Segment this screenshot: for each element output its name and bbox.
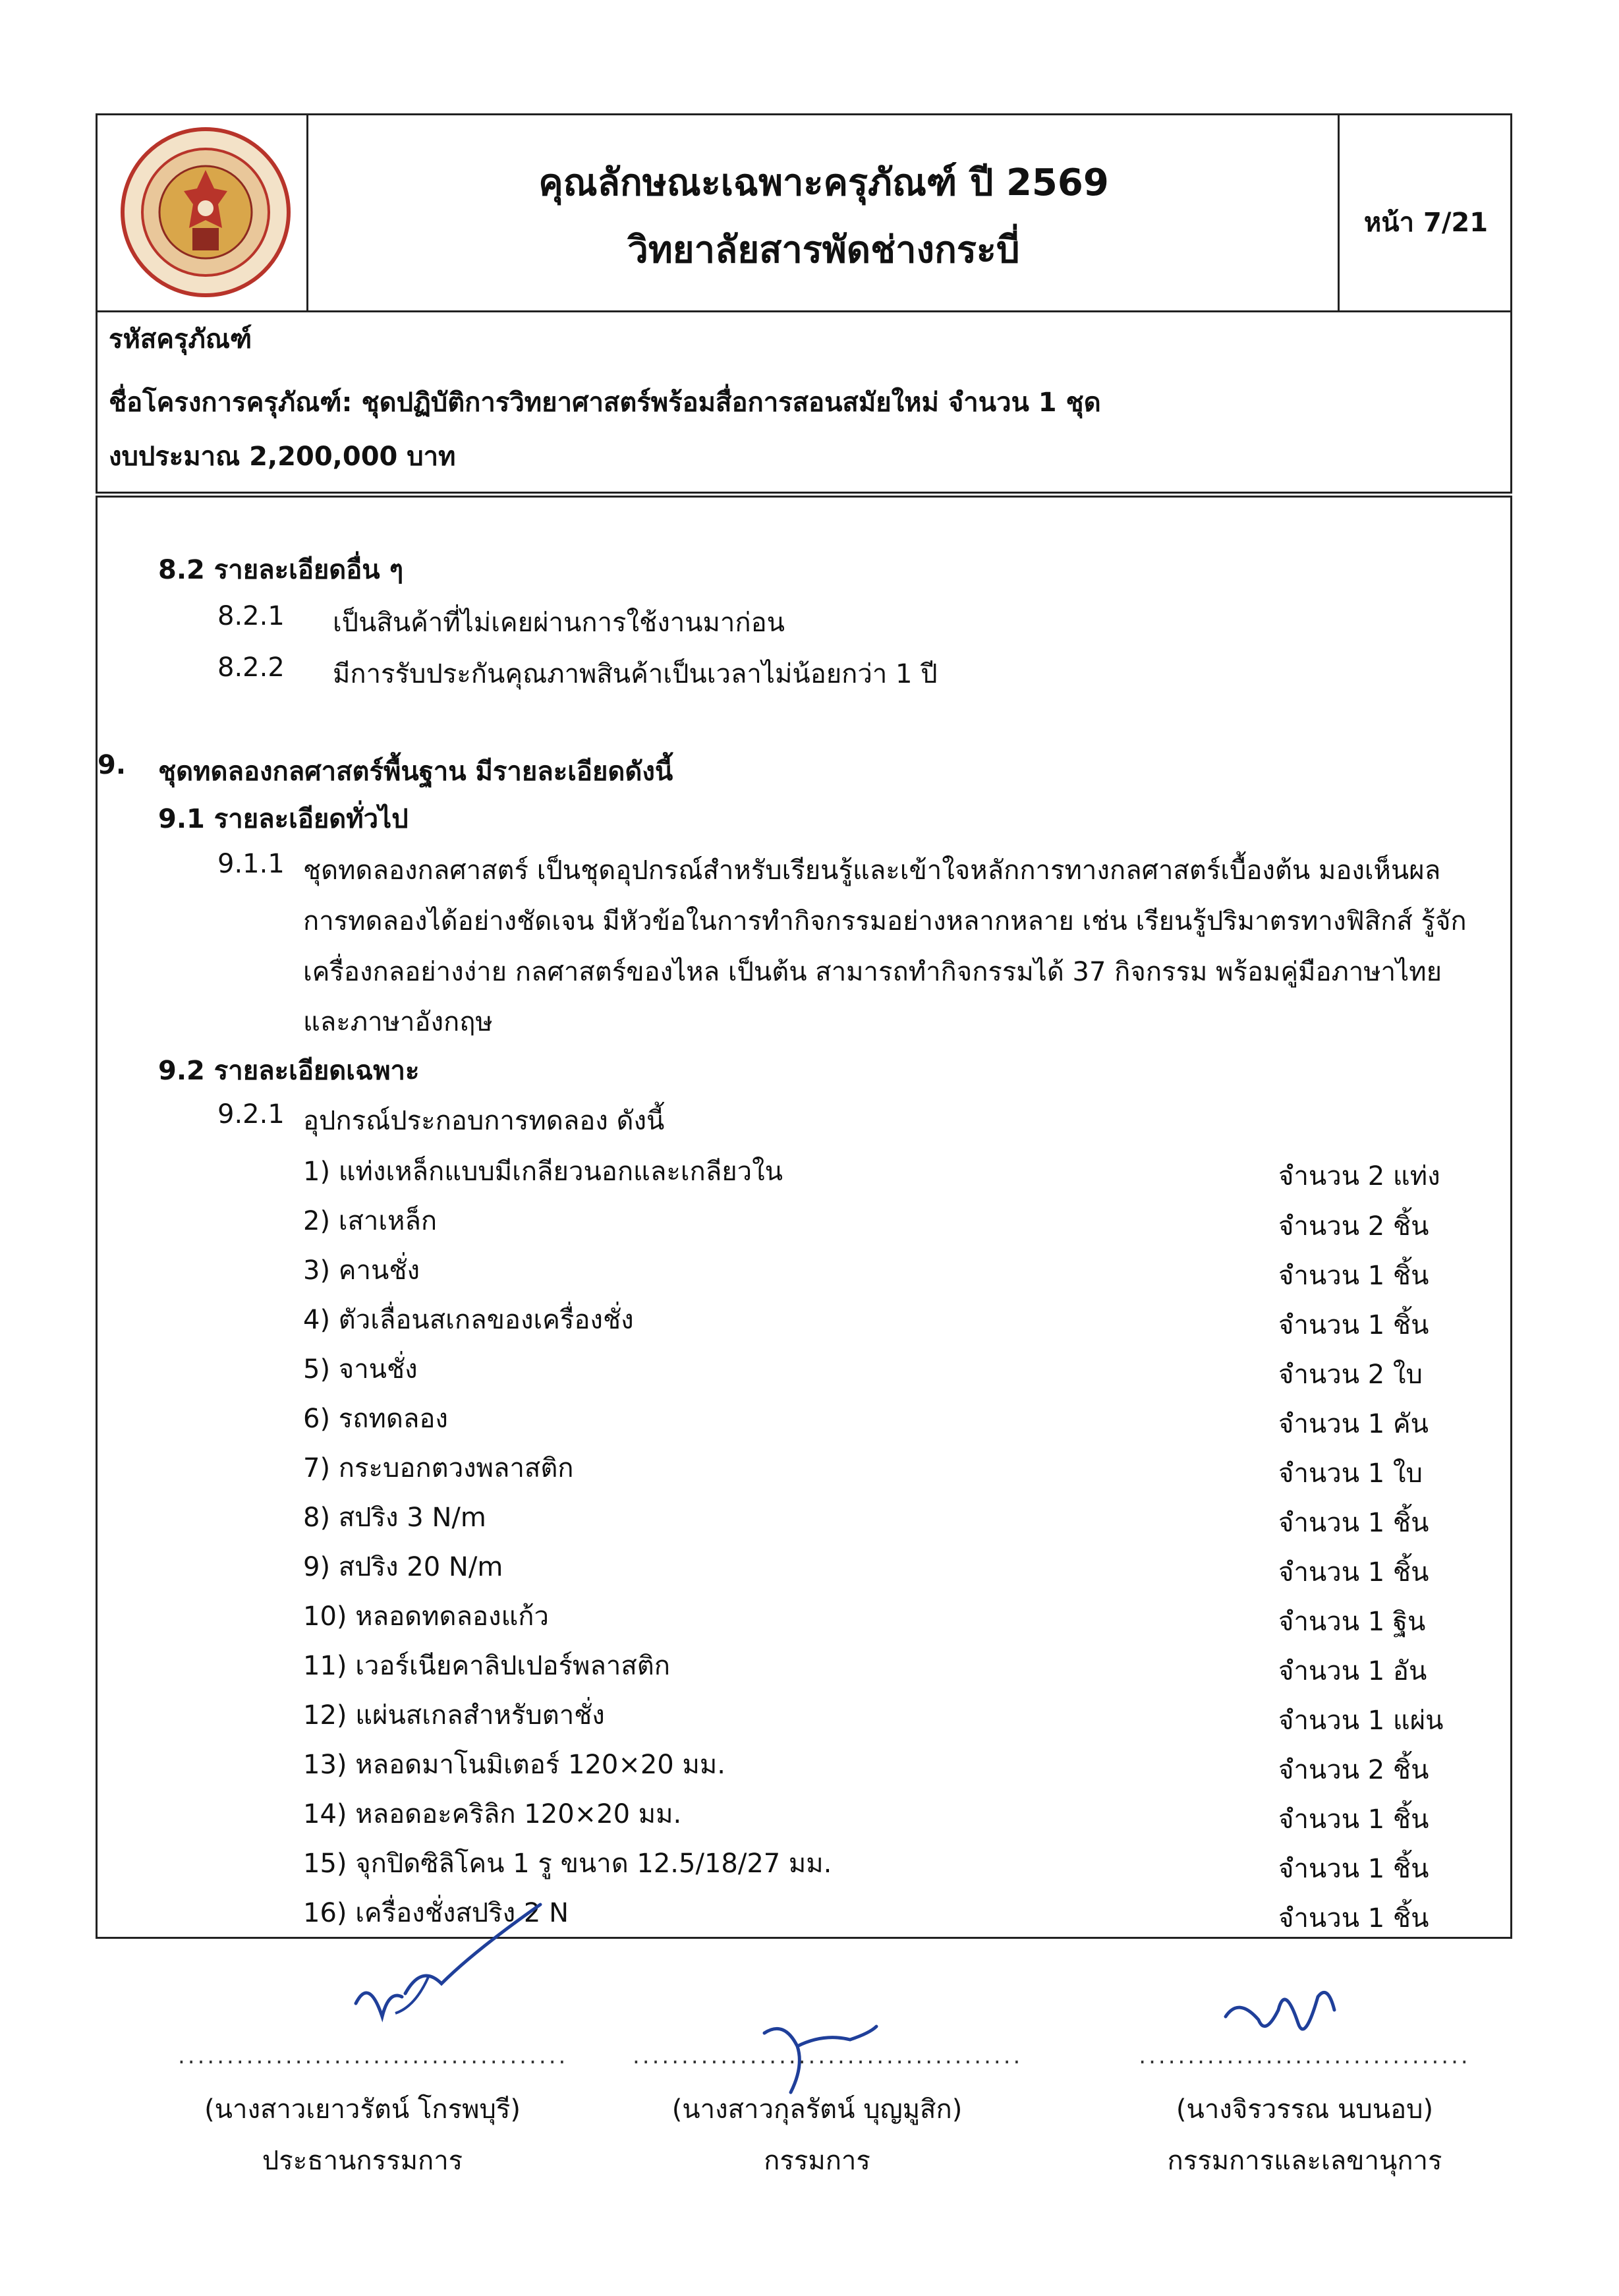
list-item-qty: จำนวน 1 ชิ้น <box>1278 1557 1429 1588</box>
signer-role: กรรมการและเลขานุการ <box>1167 2146 1442 2176</box>
item-text: เป็นสินค้าที่ไม่เคยผ่านการใช้งานมาก่อน <box>333 608 785 638</box>
header-divider-left <box>306 113 308 312</box>
list-item-qty: จำนวน 1 ชิ้น <box>1278 1854 1429 1884</box>
vocational-commission-seal <box>115 123 297 302</box>
list-item-qty: จำนวน 2 แท่ง <box>1278 1161 1440 1191</box>
project-name: ชื่อโครงการครุภัณฑ์: ชุดปฏิบัติการวิทยาศาสตร์พร้อมสื่อการสอนสมัยใหม่ จำนวน 1 ชุด <box>109 387 1101 418</box>
list-item: 2) เสาเหล็ก <box>303 1206 438 1236</box>
budget: งบประมาณ 2,200,000 บาท <box>109 442 456 472</box>
item-number: 8.2.2 <box>217 652 285 683</box>
list-item: 3) คานชั่ง <box>303 1255 420 1286</box>
list-item: 4) ตัวเลื่อนสเกลของเครื่องชั่ง <box>303 1305 634 1335</box>
seal-icon <box>115 123 297 302</box>
list-item: 7) กระบอกตวงพลาสติก <box>303 1453 574 1483</box>
list-item-qty: จำนวน 1 คัน <box>1278 1409 1429 1439</box>
signature-line: .................................. <box>1139 2043 1471 2069</box>
signature-line: ........................................ <box>633 2043 1023 2069</box>
description-line: และภาษาอังกฤษ <box>303 1007 493 1037</box>
list-item: 9) สปริง 20 N/m <box>303 1552 503 1582</box>
list-item-qty: จำนวน 1 ชิ้น <box>1278 1261 1429 1291</box>
list-item: 10) หลอดทดลองแก้ว <box>303 1601 549 1632</box>
section-9-number: 9. <box>98 750 127 780</box>
list-item: 8) สปริง 3 N/m <box>303 1503 486 1533</box>
list-item: 6) รถทดลอง <box>303 1404 448 1434</box>
list-item: 12) แผ่นสเกลสำหรับตาชั่ง <box>303 1700 605 1731</box>
equipment-code-label: รหัสครุภัณฑ์ <box>109 324 252 355</box>
page-number: หน้า 7/21 <box>1363 208 1489 238</box>
item-number: 9.2.1 <box>217 1099 285 1130</box>
list-item: 15) จุกปิดซิลิโคน 1 รู ขนาด 12.5/18/27 มม. <box>303 1849 832 1879</box>
signature-line: ........................................ <box>178 2043 569 2069</box>
section-9-1-heading: 9.1 รายละเอียดทั่วไป <box>158 804 409 834</box>
list-item: 14) หลอดอะคริลิก 120×20 มม. <box>303 1799 682 1829</box>
list-item-qty: จำนวน 1 ชิ้น <box>1278 1804 1429 1835</box>
item-text: อุปกรณ์ประกอบการทดลอง ดังนี้ <box>303 1106 665 1136</box>
list-item: 16) เครื่องชั่งสปริง 2 N <box>303 1898 569 1928</box>
list-item: 1) แท่งเหล็กแบบมีเกลียวนอกและเกลียวใน <box>303 1157 783 1187</box>
item-text: มีการรับประกันคุณภาพสินค้าเป็นเวลาไม่น้อยกว่า 1 ปี <box>333 659 938 689</box>
list-item-qty: จำนวน 1 ชิ้น <box>1278 1903 1429 1934</box>
list-item-qty: จำนวน 1 ฐิน <box>1278 1607 1426 1637</box>
item-number: 9.1.1 <box>217 849 285 879</box>
list-item-qty: จำนวน 2 ชิ้น <box>1278 1211 1429 1242</box>
signer-role: กรรมการ <box>764 2146 870 2176</box>
description-line: การทดลองได้อย่างชัดเจน มีหัวข้อในการทำกิจกรรมอย่างหลากหลาย เช่น เรียนรู้ปริมาตรทางฟิสิกส์ รู้จัก <box>303 906 1467 936</box>
item-number: 8.2.1 <box>217 601 285 631</box>
signer-name: (นางสาวกุลรัตน์ บุญมูสิก) <box>671 2094 963 2125</box>
list-item-qty: จำนวน 1 ชิ้น <box>1278 1310 1429 1340</box>
signature-scribble-1 <box>343 1898 567 2050</box>
description-line: ชุดทดลองกลศาสตร์ เป็นชุดอุปกรณ์สำหรับเรียนรู้และเข้าใจหลักการทางกลศาสตร์เบื้องต้น มองเห็นผล <box>303 855 1441 886</box>
list-item: 13) หลอดมาโนมิเตอร์ 120×20 มม. <box>303 1750 725 1780</box>
signer-role: ประธานกรรมการ <box>262 2146 463 2176</box>
list-item-qty: จำนวน 1 แผ่น <box>1278 1706 1444 1736</box>
list-item-qty: จำนวน 1 ชิ้น <box>1278 1508 1429 1538</box>
page-title: คุณลักษณะเฉพาะครุภัณฑ์ ปี 2569 <box>538 161 1109 204</box>
college-name: วิทยาลัยสารพัดช่างกระบี่ <box>627 229 1020 272</box>
signer-name: (นางสาวเยาวรัตน์ โกรพบุรี) <box>204 2094 521 2125</box>
signer-name: (นางจิรวรรณ นบนอบ) <box>1176 2094 1434 2125</box>
list-item: 5) จานชั่ง <box>303 1354 418 1385</box>
list-item-qty: จำนวน 2 ใบ <box>1278 1360 1423 1390</box>
list-item-qty: จำนวน 1 อัน <box>1278 1656 1427 1686</box>
list-item-qty: จำนวน 2 ชิ้น <box>1278 1755 1429 1785</box>
section-8-2-heading: 8.2 รายละเอียดอื่น ๆ <box>158 555 404 585</box>
list-item-qty: จำนวน 1 ใบ <box>1278 1458 1423 1489</box>
section-9-2-heading: 9.2 รายละเอียดเฉพาะ <box>158 1056 420 1086</box>
description-line: เครื่องกลอย่างง่าย กลศาสตร์ของไหล เป็นต้น สามารถทำกิจกรรมได้ 37 กิจกรรม พร้อมคู่มือภาษาไทย <box>303 957 1442 987</box>
section-9-heading: ชุดทดลองกลศาสตร์พื้นฐาน มีรายละเอียดดังนี้ <box>158 757 673 787</box>
list-item: 11) เวอร์เนียคาลิปเปอร์พลาสติก <box>303 1651 670 1681</box>
